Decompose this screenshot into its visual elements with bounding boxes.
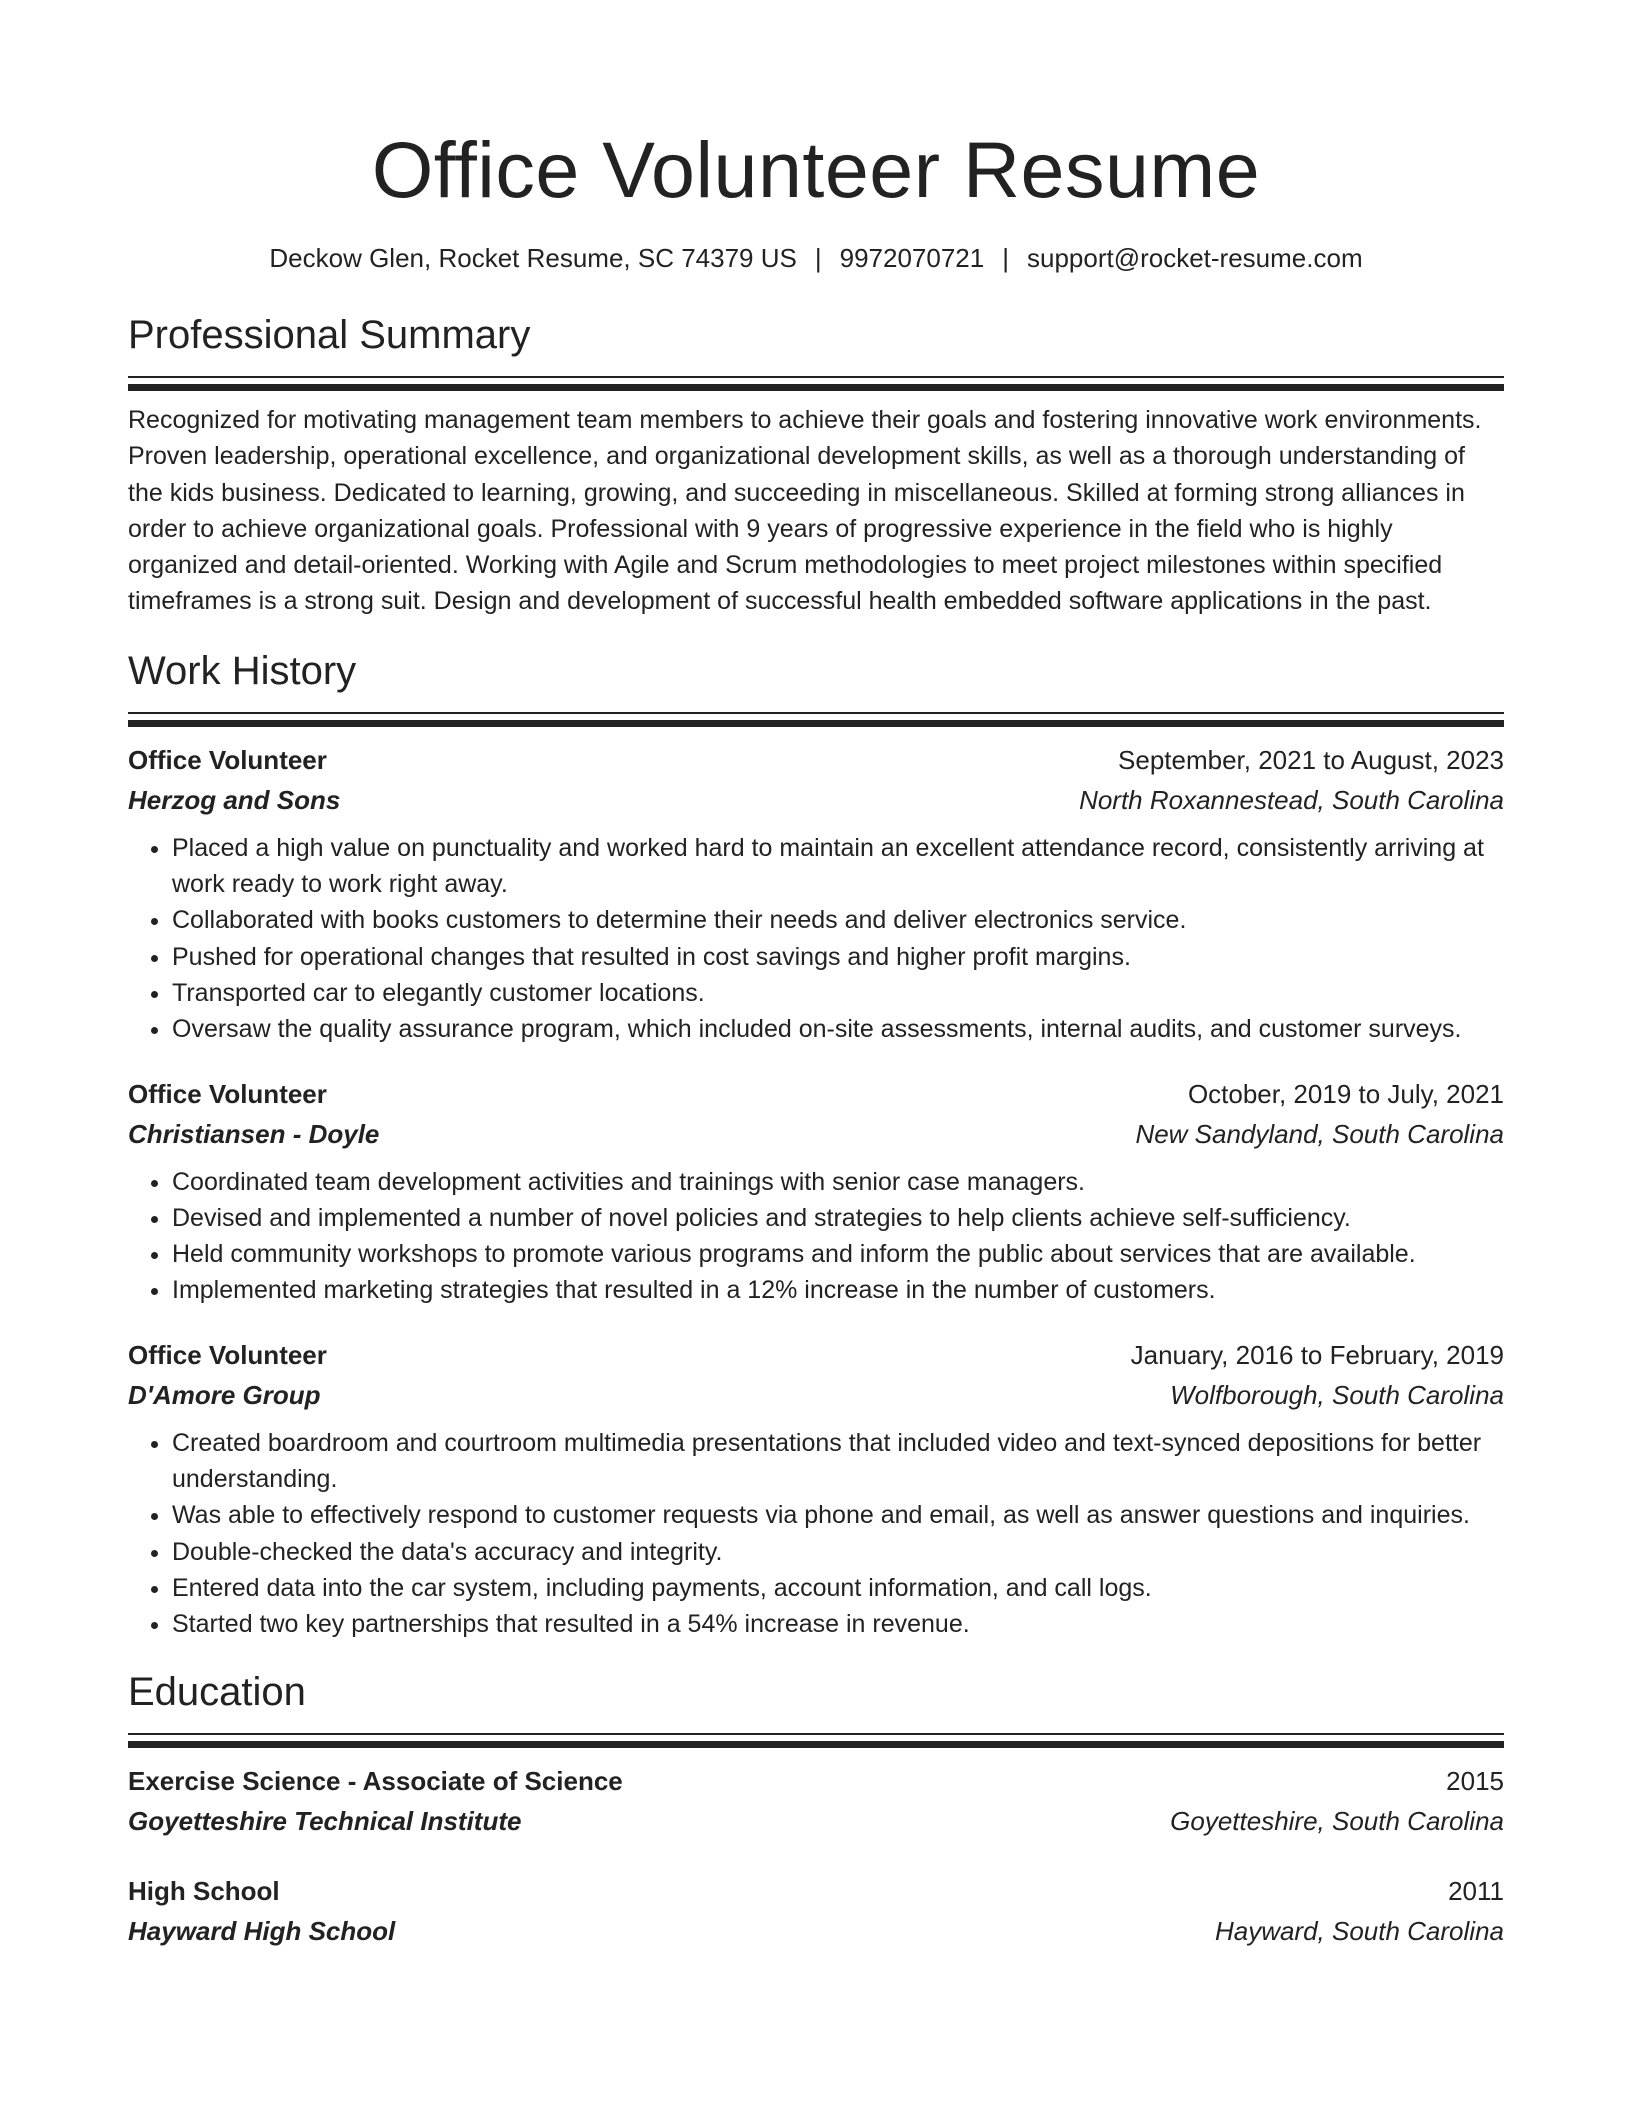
section-divider xyxy=(128,712,1504,728)
job-bullets xyxy=(128,1164,1504,1309)
job-bullet: • Entered data into the car system, including payments, account information, and call logs. xyxy=(172,1570,1504,1606)
job-title: Office Volunteer xyxy=(128,1339,327,1370)
job-location: North Roxannestead, South Carolina xyxy=(1079,784,1504,815)
resume-title: Office Volunteer Resume xyxy=(371,125,1261,214)
summary-text: Recognized for motivating management team members to achieve their goals and fostering innovative work environments. Proven leadership, operational excellence, and organizational development skills, as well as a thorough understanding of the kids business. Dedicated to learning, growing, and succeeding in miscellaneous. Skilled at forming strong alliances in order to achieve organizational goals. Professional with 9 years of progressive experience in the field who is highly organized and detail-oriented. Working with Agile and Scrum methodologies to meet project milestones within specified timeframes is a strong suit. Design and development of successful health embedded software applications in the past. xyxy=(128,406,1482,616)
job-company: Herzog and Sons xyxy=(128,784,341,815)
job-company-row xyxy=(128,1114,1504,1154)
job-company-row xyxy=(128,780,1504,820)
job-company-row xyxy=(128,1375,1504,1415)
job-bullet: • Was able to effectively respond to customer requests via phone and email, as well as answer questions and inquiries. xyxy=(172,1497,1504,1533)
section-divider xyxy=(128,1733,1504,1749)
job-location: Wolfborough, South Carolina xyxy=(1170,1379,1504,1410)
job-entry xyxy=(128,1335,1504,1643)
education-entry xyxy=(128,1871,1504,1951)
section-heading-work-history: Work History xyxy=(128,648,357,693)
job-bullet: • Devised and implemented a number of novel policies and strategies to help clients achieve self-sufficiency. xyxy=(172,1200,1504,1236)
job-bullet: • Started two key partnerships that resulted in a 54% increase in revenue. xyxy=(172,1606,1504,1642)
job-company: Christiansen - Doyle xyxy=(128,1118,380,1149)
job-bullets xyxy=(128,1425,1504,1643)
education-header-row xyxy=(128,1871,1504,1911)
job-bullet: • Collaborated with books customers to determine their needs and deliver electronics service. xyxy=(172,902,1504,938)
job-bullet: • Held community workshops to promote various programs and inform the public about services that are available. xyxy=(172,1236,1504,1272)
education-header-row xyxy=(128,1761,1504,1801)
education-school: Hayward High School xyxy=(128,1915,396,1946)
job-bullet: • Created boardroom and courtroom multimedia presentations that included video and text-synced depositions for better understanding. xyxy=(172,1425,1504,1498)
contact-phone: 9972070721 xyxy=(839,243,985,273)
job-bullet: • Double-checked the data's accuracy and integrity. xyxy=(172,1534,1504,1570)
section-heading-summary: Professional Summary xyxy=(128,313,531,357)
education-entry xyxy=(128,1761,1504,1841)
job-dates: September, 2021 to August, 2023 xyxy=(1118,744,1504,775)
contact-email: support@rocket-resume.com xyxy=(1026,243,1363,273)
education-degree: High School xyxy=(128,1875,280,1906)
job-bullets xyxy=(128,830,1504,1048)
contact-separator: | xyxy=(1002,243,1009,273)
education-location: Hayward, South Carolina xyxy=(1214,1915,1504,1946)
job-bullet: • Coordinated team development activities and trainings with senior case managers. xyxy=(172,1164,1504,1200)
job-bullet: • Oversaw the quality assurance program, which included on-site assessments, internal audits, and customer surveys. xyxy=(172,1011,1504,1047)
education-year: 2015 xyxy=(1446,1765,1504,1796)
job-bullet: • Placed a high value on punctuality and worked hard to maintain an excellent attendance record, consistently arriving at work ready to work right away. xyxy=(172,830,1504,903)
education-degree: Exercise Science - Associate of Science xyxy=(128,1765,623,1796)
job-dates: October, 2019 to July, 2021 xyxy=(1187,1078,1504,1109)
education-school-row xyxy=(128,1911,1504,1951)
section-divider xyxy=(128,376,1504,392)
job-header-row xyxy=(128,740,1504,780)
education-school-row xyxy=(128,1801,1504,1841)
contact-address: Deckow Glen, Rocket Resume, SC 74379 US xyxy=(269,243,797,273)
job-company: D'Amore Group xyxy=(128,1379,321,1410)
education-year: 2011 xyxy=(1448,1875,1504,1906)
job-bullet: • Implemented marketing strategies that resulted in a 12% increase in the number of customers. xyxy=(172,1272,1504,1308)
education-section xyxy=(128,1665,1504,1951)
work-history-section xyxy=(128,644,1504,1643)
job-bullet: • Pushed for operational changes that resulted in cost savings and higher profit margins. xyxy=(172,939,1504,975)
job-dates: January, 2016 to February, 2019 xyxy=(1130,1339,1504,1370)
summary-section xyxy=(128,308,1504,620)
job-header-row xyxy=(128,1335,1504,1375)
job-bullet: • Transported car to elegantly customer locations. xyxy=(172,975,1504,1011)
job-title: Office Volunteer xyxy=(128,1078,327,1109)
job-header-row xyxy=(128,1074,1504,1114)
section-heading-education: Education xyxy=(128,1669,306,1714)
job-entry xyxy=(128,1074,1504,1309)
job-title: Office Volunteer xyxy=(128,744,327,775)
education-school: Goyetteshire Technical Institute xyxy=(128,1805,522,1836)
job-entry xyxy=(128,740,1504,1048)
job-location: New Sandyland, South Carolina xyxy=(1135,1118,1504,1149)
contact-separator: | xyxy=(814,243,822,273)
contact-line xyxy=(128,240,1504,276)
education-location: Goyetteshire, South Carolina xyxy=(1170,1805,1504,1836)
